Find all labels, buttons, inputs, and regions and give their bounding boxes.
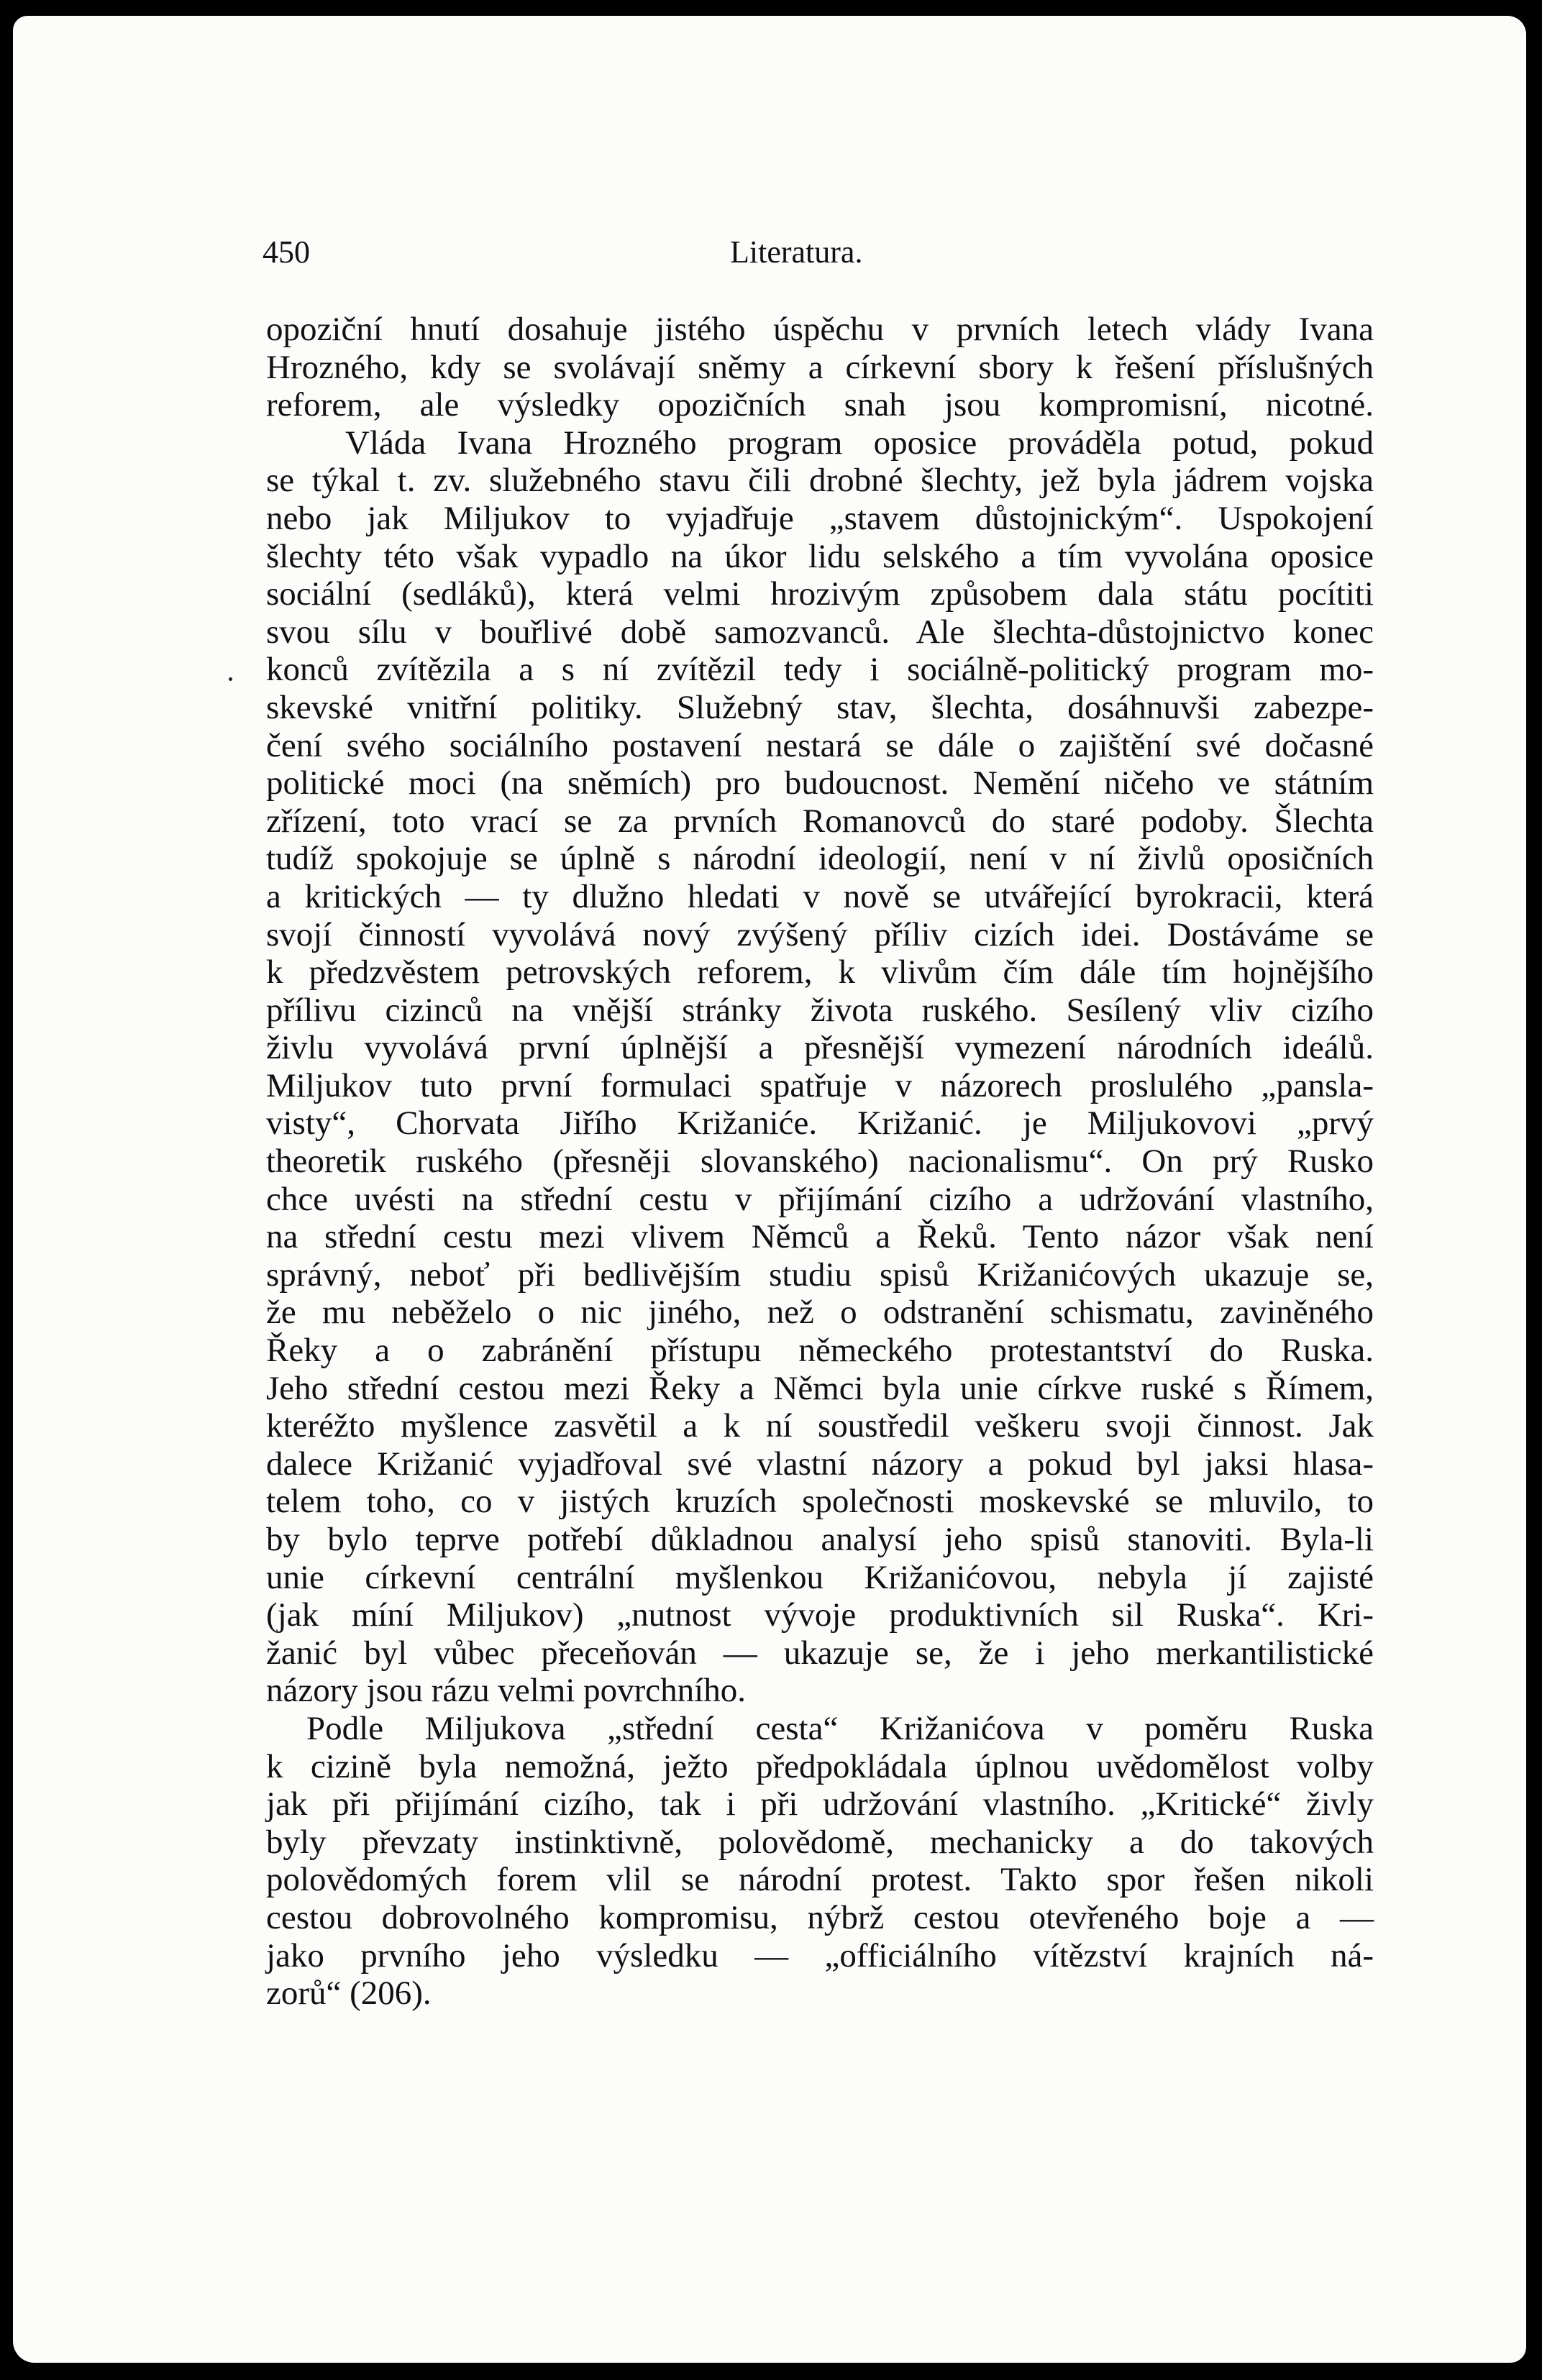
text-line: k předzvěstem petrovských reforem, k vlivům čím dále tím hojnějšího — [266, 953, 1374, 992]
text-line: jak při přijímání cizího, tak i při udržování vlastního. „Kritické“ živly — [266, 1785, 1374, 1823]
text-line: živlu vyvolává první úplnější a přesnější vymezení národních ideálů. — [266, 1029, 1374, 1067]
text-line: reforem, ale výsledky opozičních snah jsou kompromisní, nicotné. — [266, 386, 1374, 424]
text-line: telem toho, co v jistých kruzích společnosti moskevské se mluvilo, to — [266, 1483, 1374, 1521]
text-line: se týkal t. zv. služebného stavu čili drobné šlechty, jež byla jádrem vojska — [266, 462, 1374, 500]
text-line: na střední cestu mezi vlivem Němců a Řeků. Tento názor však není — [266, 1218, 1374, 1256]
text-line: Jeho střední cestou mezi Řeky a Němci byla unie církve ruské s Římem, — [266, 1369, 1374, 1407]
text-line: nebo jak Miljukov to vyjadřuje „stavem důstojnickým“. Uspokojení — [266, 499, 1374, 537]
text-line: že mu neběželo o nic jiného, než o odstranění schismatu, zaviněného — [266, 1294, 1374, 1332]
text-line: by bylo teprve potřebí důkladnou analysí jeho spisů stanoviti. Byla-li — [266, 1521, 1374, 1558]
text-line: Hrozného, kdy se svolávají sněmy a církevní sbory k řešení příslušných — [266, 348, 1374, 386]
text-line: dalece Križanić vyjadřoval své vlastní názory a pokud byl jaksi hlasa- — [266, 1445, 1374, 1483]
body-text — [266, 311, 1374, 2013]
text-line: kteréžto myšlence zasvětil a k ní soustředil veškeru svoji činnost. Jak — [266, 1407, 1374, 1445]
margin-mark — [229, 677, 232, 681]
page-number: 450 — [263, 234, 310, 270]
text-line: svou sílu v bouřlivé době samozvanců. Ale šlechta-důstojnictvo konec — [266, 613, 1374, 651]
text-line: byly převzaty instinktivně, polovědomě, mechanicky a do takových — [266, 1823, 1374, 1861]
text-line: tudíž spokojuje se úplně s národní ideologií, není v ní živlů oposičních — [266, 840, 1374, 878]
text-line: skevské vnitřní politiky. Služebný stav, šlechta, dosáhnuvši zabezpe- — [266, 688, 1374, 726]
text-line: Řeky a o zabránění přístupu německého protestantství do Ruska. — [266, 1332, 1374, 1370]
text-line: Vláda Ivana Hrozného program oposice prováděla potud, pokud — [345, 424, 1374, 462]
text-line: sociální (sedláků), která velmi hrozivým způsobem dala státu pocítiti — [266, 575, 1374, 613]
text-line: visty“, Chorvata Jiřího Križaniće. Križanić. je Miljukovovi „prvý — [266, 1104, 1374, 1143]
text-line: zorů“ (206). — [266, 1974, 432, 2013]
text-line: cestou dobrovolného kompromisu, nýbrž cestou otevřeného boje a — — [266, 1898, 1374, 1936]
text-line: unie církevní centrální myšlenkou Križanićovou, nebyla jí zajisté — [266, 1558, 1374, 1596]
text-line: Miljukov tuto první formulaci spatřuje v názorech proslulého „pansla- — [266, 1066, 1374, 1104]
text-line: konců zvítězila a s ní zvítězil tedy i sociálně-politický program mo- — [266, 651, 1374, 689]
text-line: Podle Miljukova „střední cesta“ Križanićova v poměru Ruska — [306, 1709, 1374, 1747]
text-line: (jak míní Miljukov) „nutnost vývoje produktivních sil Ruska“. Kri- — [266, 1596, 1374, 1634]
text-line: k cizině byla nemožná, ježto předpokládala úplnou uvědomělost volby — [266, 1747, 1374, 1785]
text-line: polovědomých forem vlil se národní protest. Takto spor řešen nikoli — [266, 1861, 1374, 1899]
text-line: zřízení, toto vrací se za prvních Romanovců do staré podoby. Šlechta — [266, 802, 1374, 840]
text-line: šlechty této však vypadlo na úkor lidu selského a tím vyvolána oposice — [266, 537, 1374, 575]
text-line: přílivu cizinců na vnější stránky života ruského. Sesílený vliv cizího — [266, 991, 1374, 1029]
text-line: žanić byl vůbec přeceňován — ukazuje se, že i jeho merkantilistické — [266, 1634, 1374, 1672]
text-line: názory jsou rázu velmi povrchního. — [266, 1672, 746, 1710]
text-line: jako prvního jeho výsledku — „officiálního vítězství krajních ná- — [266, 1936, 1374, 1974]
text-line: theoretik ruského (přesněji slovanského) nacionalismu“. On prý Rusko — [266, 1143, 1374, 1181]
text-line: čení svého sociálního postavení nestará se dále o zajištění své dočasné — [266, 726, 1374, 764]
text-line: chce uvésti na střední cestu v přijímání cizího a udržování vlastního, — [266, 1180, 1374, 1218]
page-header — [263, 234, 1370, 277]
text-line: opoziční hnutí dosahuje jistého úspěchu v prvních letech vlády Ivana — [266, 311, 1374, 348]
text-line: politické moci (na sněmích) pro budoucnost. Nemění ničeho ve státním — [266, 764, 1374, 802]
text-line: svojí činností vyvolává nový zvýšený příliv cizích idei. Dostáváme se — [266, 915, 1374, 953]
text-line: správný, neboť při bedlivějším studiu spisů Križanićových ukazuje se, — [266, 1255, 1374, 1294]
running-title: Literatura. — [730, 234, 863, 270]
text-line: a kritických — ty dlužno hledati v nově se utvářející byrokracii, která — [266, 877, 1374, 915]
